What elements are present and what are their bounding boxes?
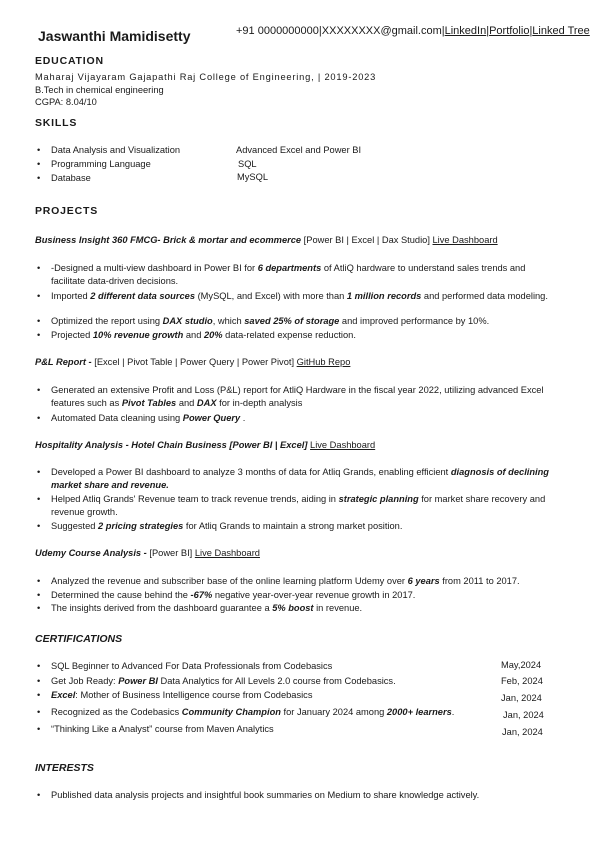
emphasis: 10% revenue growth: [92, 330, 184, 340]
text: negative year-over-year revenue growth in 2017.: [212, 590, 416, 600]
education-degree: B.Tech in chemical engineering: [35, 85, 164, 95]
github-repo-link[interactable]: GitHub Repo: [296, 357, 351, 367]
text: Imported: [51, 291, 91, 301]
certifications-heading: CERTIFICATIONS: [35, 633, 123, 645]
list-item: [35, 466, 561, 492]
list-item: [35, 789, 561, 802]
emphasis: Power BI: [118, 676, 158, 686]
portfolio-link[interactable]: Portfolio: [489, 25, 530, 37]
text: Generated an extensive Profit and Loss (P&L) report for AtliQ Hardware in the fiscal year 2022, utilizing advanced Excel features such as: [51, 385, 544, 408]
email-link[interactable]: XXXXXXXX@gmail.com: [321, 25, 442, 37]
text: Data Analytics for All Levels 2.0 course from Codebasics.: [157, 676, 396, 686]
list-item: [35, 575, 561, 588]
emphasis: diagnosis of declining market share and revenue.: [51, 467, 549, 490]
text: Published data analysis projects and insightful book summaries on Medium to share knowledge actively.: [51, 790, 480, 800]
contact-line: [236, 25, 590, 37]
emphasis: Excel: [51, 690, 76, 700]
list-item: [35, 412, 561, 425]
projects-heading: PROJECTS: [35, 205, 98, 217]
list-item: [35, 520, 561, 533]
list-item: [35, 660, 491, 673]
skill-value: SQL: [238, 159, 257, 169]
project-title: [35, 235, 498, 245]
text: Determined the cause behind the: [51, 590, 191, 600]
project-title: [35, 440, 375, 450]
separator: |: [529, 25, 533, 37]
emphasis: 5% boost: [272, 603, 314, 613]
text: and performed data modeling.: [421, 291, 548, 301]
text: Suggested: [51, 521, 99, 531]
list-item: [35, 689, 491, 702]
text: for market share recovery and revenue growth.: [51, 494, 546, 517]
list-item: [35, 723, 491, 736]
list-item: [35, 315, 561, 328]
list-item: [35, 602, 561, 615]
text: from 2011 to 2017.: [439, 576, 520, 586]
list-item: [35, 675, 491, 688]
list-item: [35, 290, 561, 303]
cert-date: Feb, 2024: [501, 676, 543, 686]
live-dashboard-link[interactable]: Live Dashboard: [432, 235, 498, 245]
project-tools: [Power BI]: [146, 548, 195, 558]
live-dashboard-link[interactable]: Live Dashboard: [194, 548, 260, 558]
project-name: Udemy Course Analysis -: [35, 548, 147, 558]
project-title: [35, 548, 260, 558]
emphasis: 2 pricing strategies: [98, 521, 184, 531]
text: and improved performance by 10%.: [339, 316, 490, 326]
text: Analyzed the revenue and subscriber base of the online learning platform Udemy over: [51, 576, 408, 586]
text: Optimized the report using: [51, 316, 163, 326]
text: Helped Atliq Grands' Revenue team to track revenue trends, aiding in: [51, 494, 339, 504]
text: Automated Data cleaning using: [51, 413, 183, 423]
text: SQL Beginner to Advanced For Data Professionals from Codebasics: [51, 661, 333, 671]
list-item: [35, 706, 511, 719]
list-item: [35, 589, 561, 602]
emphasis: Pivot Tables: [121, 398, 177, 408]
text: for in-depth analysis: [216, 398, 303, 408]
project-name: Hospitality Analysis - Hotel Chain Business [Power BI | Excel]: [35, 440, 308, 450]
list-item: [35, 493, 561, 519]
linkedin-link[interactable]: LinkedIn: [444, 25, 487, 37]
project-title: [35, 357, 350, 367]
text: for Atliq Grands to maintain a strong market position.: [183, 521, 403, 531]
emphasis: DAX: [196, 398, 217, 408]
text: Get Job Ready:: [51, 676, 119, 686]
emphasis: 2 different data sources: [90, 291, 195, 301]
text: in revenue.: [313, 603, 363, 613]
education-college: Maharaj Vijayaram Gajapathi Raj College of Engineering, | 2019-2023: [35, 72, 377, 82]
text: “Thinking Like a Analyst” course from Maven Analytics: [51, 724, 274, 734]
emphasis: Community Champion: [181, 707, 281, 717]
emphasis: 6 departments: [257, 263, 322, 273]
emphasis: -67%: [190, 590, 213, 600]
emphasis: saved 25% of storage: [244, 316, 340, 326]
project-tools: [Excel | Pivot Table | Power Query | Power Pivot]: [91, 357, 297, 367]
skill-value: MySQL: [237, 172, 268, 182]
cert-date: Jan, 2024: [501, 693, 542, 703]
project-tools: [Power BI | Excel | Dax Studio]: [301, 235, 433, 245]
project-name: Business Insight 360 FMCG- Brick & mortar and ecommerce: [35, 235, 302, 245]
separator: |: [486, 25, 490, 37]
skill-label: • Database: [35, 172, 251, 185]
skill-label: • Data Analysis and Visualization: [35, 144, 251, 157]
emphasis: 1 million records: [346, 291, 422, 301]
text: and: [183, 330, 204, 340]
text: and: [176, 398, 197, 408]
education-heading: EDUCATION: [35, 55, 104, 67]
text: .: [451, 707, 455, 717]
text: (MySQL, and Excel) with more than: [195, 291, 347, 301]
text: , which: [212, 316, 245, 326]
candidate-name: Jaswanthi Mamidisetty: [38, 28, 191, 44]
text: of AtliQ hardware to understand sales trends and facilitate data-driven decisions.: [51, 263, 526, 286]
text: Projected: [51, 330, 93, 340]
text: : Mother of Business Intelligence course from Codebasics: [75, 690, 313, 700]
project-name: P&L Report -: [35, 357, 92, 367]
text: The insights derived from the dashboard guarantee a: [51, 603, 273, 613]
skills-heading: SKILLS: [35, 117, 78, 129]
text: -Designed a multi-view dashboard in Power BI for: [51, 263, 258, 273]
text: for January 2024 among: [280, 707, 387, 717]
text: Developed a Power BI dashboard to analyze 3 months of data for Atliq Grands, enabling efficient: [51, 467, 451, 477]
cert-date: Jan, 2024: [502, 727, 543, 737]
emphasis: strategic planning: [338, 494, 419, 504]
emphasis: Power Query: [182, 413, 241, 423]
phone: +91 0000000000: [236, 25, 319, 37]
separator: |: [441, 25, 445, 37]
text: data-related expense reduction.: [222, 330, 356, 340]
text: .: [240, 413, 246, 423]
list-item: [35, 329, 561, 342]
list-item: [35, 384, 561, 410]
linktree-link[interactable]: Linked Tree: [532, 25, 590, 37]
live-dashboard-link[interactable]: Live Dashboard: [310, 440, 376, 450]
interests-heading: INTERESTS: [35, 762, 94, 774]
cert-date: May,2024: [501, 660, 542, 670]
emphasis: 2000+ learners: [386, 707, 452, 717]
text: Recognized as the Codebasics: [51, 707, 182, 717]
cert-date: Jan, 2024: [503, 710, 544, 720]
skill-label: • Programming Language: [35, 158, 251, 171]
skill-value: Advanced Excel and Power BI: [236, 145, 362, 155]
emphasis: 20%: [203, 330, 223, 340]
emphasis: DAX studio: [162, 316, 213, 326]
separator: |: [318, 25, 322, 37]
emphasis: 6 years: [407, 576, 440, 586]
list-item: [35, 262, 561, 288]
education-cgpa: CGPA: 8.04/10: [35, 97, 97, 107]
